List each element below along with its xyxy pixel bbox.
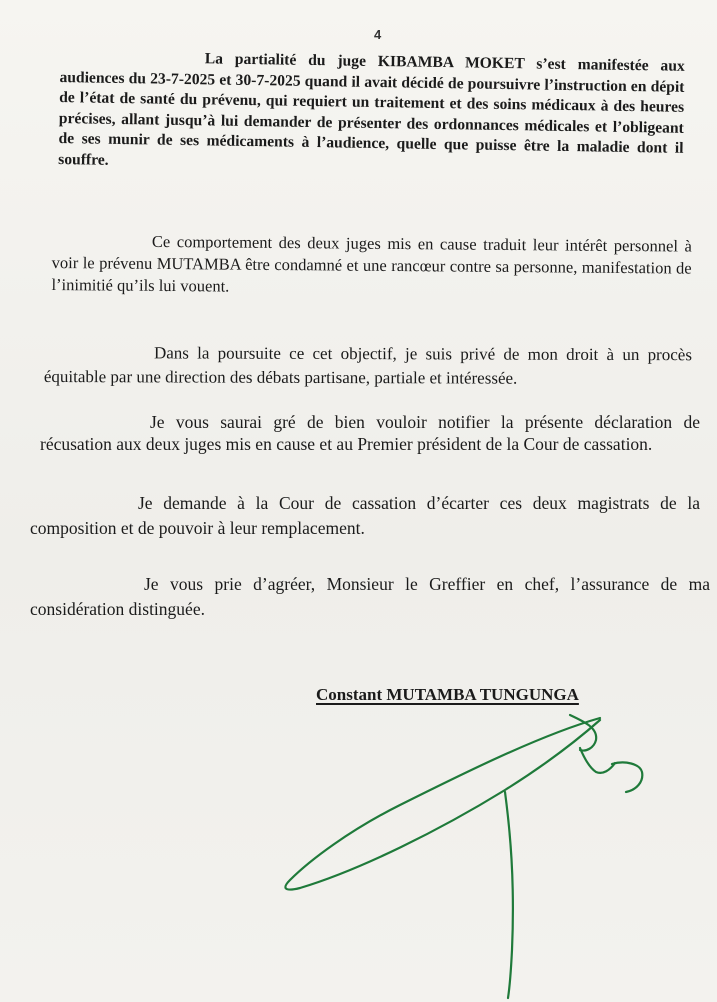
paragraph-replacement-request: Je demande à la Cour de cassation d’écarter ces deux magistrats de la composition et de pouvoir à leur remplacement. (30, 493, 700, 538)
signature-stroke-upper (580, 748, 615, 773)
signature-stroke-loop (285, 718, 600, 890)
paragraph-notification-request: Je vous saurai gré de bien vouloir notifier la présente déclaration de récusation aux deux juges mis en cause et au Premier président de la Cour de cassation. (40, 412, 700, 454)
signature-stroke-diagonal (505, 792, 513, 998)
paragraph-partiality: La partialité du juge KIBAMBA MOKET s’est manifestée aux audiences du 23-7-2025 et 30-7-2025 quand il avait décidé de poursuivre l’instruction en dépit de l’état de santé du prévenu, qui requiert un traitement et des soins médicaux à des heures précises, allant jusqu’à lui demander de présenter des ordonnances médicales et l’obligeant de ses munir de ses médicaments à l’audience, quelle que puisse être la maladie dont il souffre. (58, 50, 685, 169)
signature-stroke-hook (570, 715, 596, 751)
signature-stroke-tail (612, 762, 642, 792)
paragraph-behavior: Ce comportement des deux juges mis en cause traduit leur intérêt personnel à voir le prévenu MUTAMBA être condamné et une rancœur contre sa personne, manifestation de l’inimitié qu’ils lui vouent. (51, 231, 692, 296)
page-number: 4 (374, 27, 382, 42)
signer-name: Constant MUTAMBA TUNGUNGA (316, 685, 579, 704)
paragraph-fair-trial: Dans la poursuite ce cet objectif, je suis privé de mon droit à un procès équitable par une direction des débats partisane, partiale et intéressée. (43, 343, 692, 388)
paragraph-closing: Je vous prie d’agréer, Monsieur le Greffier en chef, l’assurance de ma considération distinguée. (30, 574, 710, 619)
